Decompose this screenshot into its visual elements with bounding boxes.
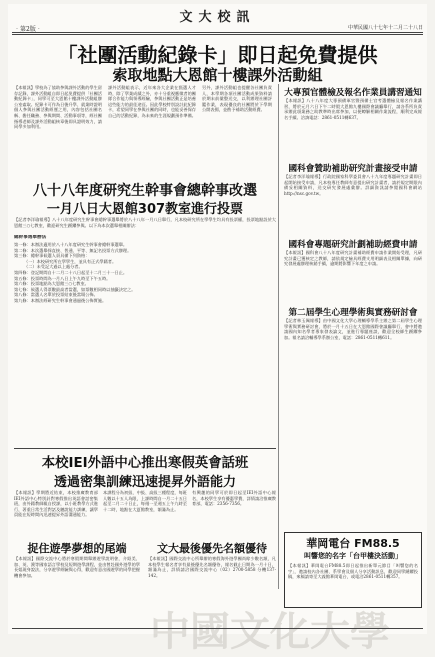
- iei-headline: 本校IEI外語中心推出寒假英會話班: [41, 456, 249, 471]
- header-rule: [12, 32, 423, 33]
- rules-list: [14, 242, 276, 304]
- watermark: 中國文化大學: [150, 608, 390, 655]
- lead-subhead: 索取地點大恩館十樓課外活動組: [112, 66, 323, 84]
- iei-subhead: 透過密集訓練迅速提昇外語能力: [53, 475, 236, 490]
- english-body: 【本報訊】國際交流中心所舉辦的寒假海外遊學團尚餘少數名額，凡本校學生報名者享有最後優先名額優待，報名截止日期為一月十日，額滿為止，詳情請洽國際交流中心（02）2700-5858 分機137-142。: [148, 556, 276, 578]
- rule-item: （一）本校研究所在學學生，並具有正式學籍者。: [24, 258, 117, 264]
- rule-item: 第一條：本辦法適用於八十八年度研究生幹事會總幹事選舉。: [14, 242, 128, 247]
- iei-column-2: 本課程分為初級、中級、高級三種程度，每班人數以十五人為限，上課時間自一月二十五日起至二月二十日止，每週一至週五上午九時至十二時，地點在大夏館教室，額滿為止。: [103, 490, 187, 512]
- section-rule: [14, 448, 276, 449]
- lead-column-3: 另外，課外活動組也提醒各社團負責人，本學期各項社團活動成果資料請於期末前彙整送交，以利辦理社團評鑑作業，表現優良的社團將於下學期公開表揚，並酌予補助活動經費。: [202, 85, 272, 113]
- sidebar-body-4: 【記者林玉佩報導】由中國文化大學心理輔導學系主辦之第二屆學生心理學術與實務研討會，將於一月十五日在大恩館國際會議廳舉行，會中將邀請國內知名學者專家發表論文，並進行專題座談，歡迎全校師生踴躍參加。報名請洽輔導學系辦公室，電話：2861-0511轉611。: [284, 318, 422, 340]
- rule-item: 第七條：候選人得票數最高者當選，如票數相同時以抽籤決定之。: [14, 286, 136, 292]
- rule-item: 第五條：投票時間為一月八日上午九時至下午五時。: [14, 275, 111, 281]
- rule-item: 第八條：當選人名單於投票結束後當場公佈。: [14, 292, 98, 298]
- iei-column-1: 【本報訊】學期將近結束，本校推廣教育部IEI外語中心特別針對寒假推出英語會話密集班，由外籍教師親自授課，以小班教學方式進行，著重日常生活對話及聽說能力訓練，讓學員能在短時間內迅速提昇外語溝通能力。: [14, 490, 98, 518]
- radio-name: 華岡電台 FM88.5: [306, 537, 400, 550]
- sidebar-body-2: 【記者李洋瑜報導】行政院國家科學委員會八十九年度專題研究計畫即日起開始接受申請，凡本校專任教師有意提出研究計畫者，請於規定期限內備妥相關資料，送交研究發展處彙辦。詳細資訊請參閱國科會網站 http://nsc.gov.tw。: [284, 174, 422, 196]
- sidebar-title-3: 國科會專題研究計劃補助經費申請: [288, 240, 418, 250]
- footer-rule: [12, 628, 423, 629]
- rule-item: 第六條：投票地點為大恩館三○七教室。: [14, 281, 89, 287]
- radio-box: [284, 532, 422, 608]
- rules-title: 總幹事選舉辦法: [14, 235, 47, 240]
- rule-item: 第九條：本辦法經研究生幹事會通過後公佈實施。: [14, 297, 107, 303]
- travel-body: 【本報訊】國際交流中心將於寒假期間舉辦遊學說明會，介紹美、加、英、澳等國家語言學校及短期遊學課程，並由曾赴國外遊學的學長姐現身說法，分享遊學經驗與心得，歡迎有意出國遊學的同學把握機會參加。: [14, 556, 140, 578]
- sidebar: [284, 86, 422, 380]
- issue-number: ‧第2版‧: [14, 26, 42, 33]
- lead-headline: 「社團活動紀錄卡」即日起免費提供: [57, 43, 378, 67]
- issue-date: 中華民國八十七年十二月二十八日: [347, 25, 423, 31]
- iei-column-3: 有興趣的同學可於即日起至IEI外語中心報名，本校學生享有優惠學費，詳情請洽推廣教育部，電話：2356-7356。: [192, 490, 276, 507]
- english-headline: 文大最後優先名額優待: [157, 542, 267, 555]
- sidebar-title-1: 大專預官體檢及報名作業員講習通知: [284, 88, 422, 98]
- sidebar-title-4: 第二屆學生心理學術與實務研討會: [288, 308, 418, 318]
- header-rule-thin: [12, 34, 423, 35]
- meeting-intro: 【記者李洋瑜報導】八十八年度研究生幹事會總幹事選舉將於八十八年一月八日舉行，凡本校研究所在學學生均具有投票權，投票地點設於大恩館三○七教室，歡迎研究生踴躍參與。以下為本次選舉相關辦法：: [14, 217, 276, 228]
- sidebar-body-3: 【本報訊】國科會八十八年度研究計畫補助經費申請作業開始受理，凡研究計畫已獲核定之教師，請依規定檢具經費支用明細表及相關單據，向研究發展處辦理核銷手續，逾期將影響下年度之申請。: [284, 250, 422, 267]
- rule-item: 第二條：本次選舉採直接、普通、平等、無記名投票方式辦理。: [14, 247, 132, 253]
- meeting-subhead: 一月八日大恩館307教室進行投票: [46, 202, 244, 217]
- travel-headline: 捉住遊學夢想的尾端: [27, 542, 127, 555]
- column-divider: [278, 84, 279, 589]
- sidebar-body-1: 【本報訊】八十八年度大專預備軍官暨預備士官考選體檢及報名作業講習，將於元月六日下午二時假大恩館九樓國際會議廳舉行，請各系所負責承辦此項業務之助教準時出席參加，以便瞭解相關作業流程，順利完成報名手續。洽詢電話：2861-0511轉637。: [284, 98, 422, 120]
- rule-item: （二）未受記大過以上處分者。: [24, 264, 83, 270]
- lead-column-2: 課外活動組表示，近年來各大企業在甄選人才時，除了學業成績之外，亦十分重視應徵者的團隊合作能力與領導經驗，參與社團活動正是培養這些能力的最佳途徑。因此學校特別設計此紀錄卡，希望同學在參與社團的同時，也能妥善保存自己的活動紀錄，為未來的生涯規劃預作準備。: [108, 85, 196, 118]
- rule-item: 第四條：登記期間自十二月二十八日起至十二月三十一日止。: [14, 269, 128, 275]
- lead-column-1: 【本報訊】學校為了協助參與課外活動的學生留存記錄，課外活動組自即日起免費提供「社團活動紀錄卡」，同學可至大恩館十樓課外活動組辦公室索取。紀錄卡可作為日後升學、就業時證明個人參與社團活動經歷之用，內容包括社團名稱、擔任職務、參與期間、活動事項等，經社團指導老師及課外活動組核章後即具證明效力，請同學多加利用。: [14, 85, 102, 130]
- meeting-headline: 八十八年度研究生幹事會總幹事改選: [33, 183, 257, 199]
- rule-item: 第三條：總幹事候選人須具備下列資格：: [14, 253, 90, 259]
- radio-body: 【本報訊】華岡電台FM88.5即日起推出新單元節目「叫響您的名字」，邀請校內各社團、系學會及個人分享活動訊息，歡迎同學踴躍投稿，來稿請寄至大義館華岡電台，或電洽2861-0511轉357。: [288, 563, 418, 580]
- radio-tagline: 叫響您的名字「台甲樓決活動」: [304, 552, 402, 560]
- masthead: 文大校訊: [179, 10, 256, 25]
- sidebar-title-2: 國科會贊助補助研究計畫接受申請: [288, 164, 418, 174]
